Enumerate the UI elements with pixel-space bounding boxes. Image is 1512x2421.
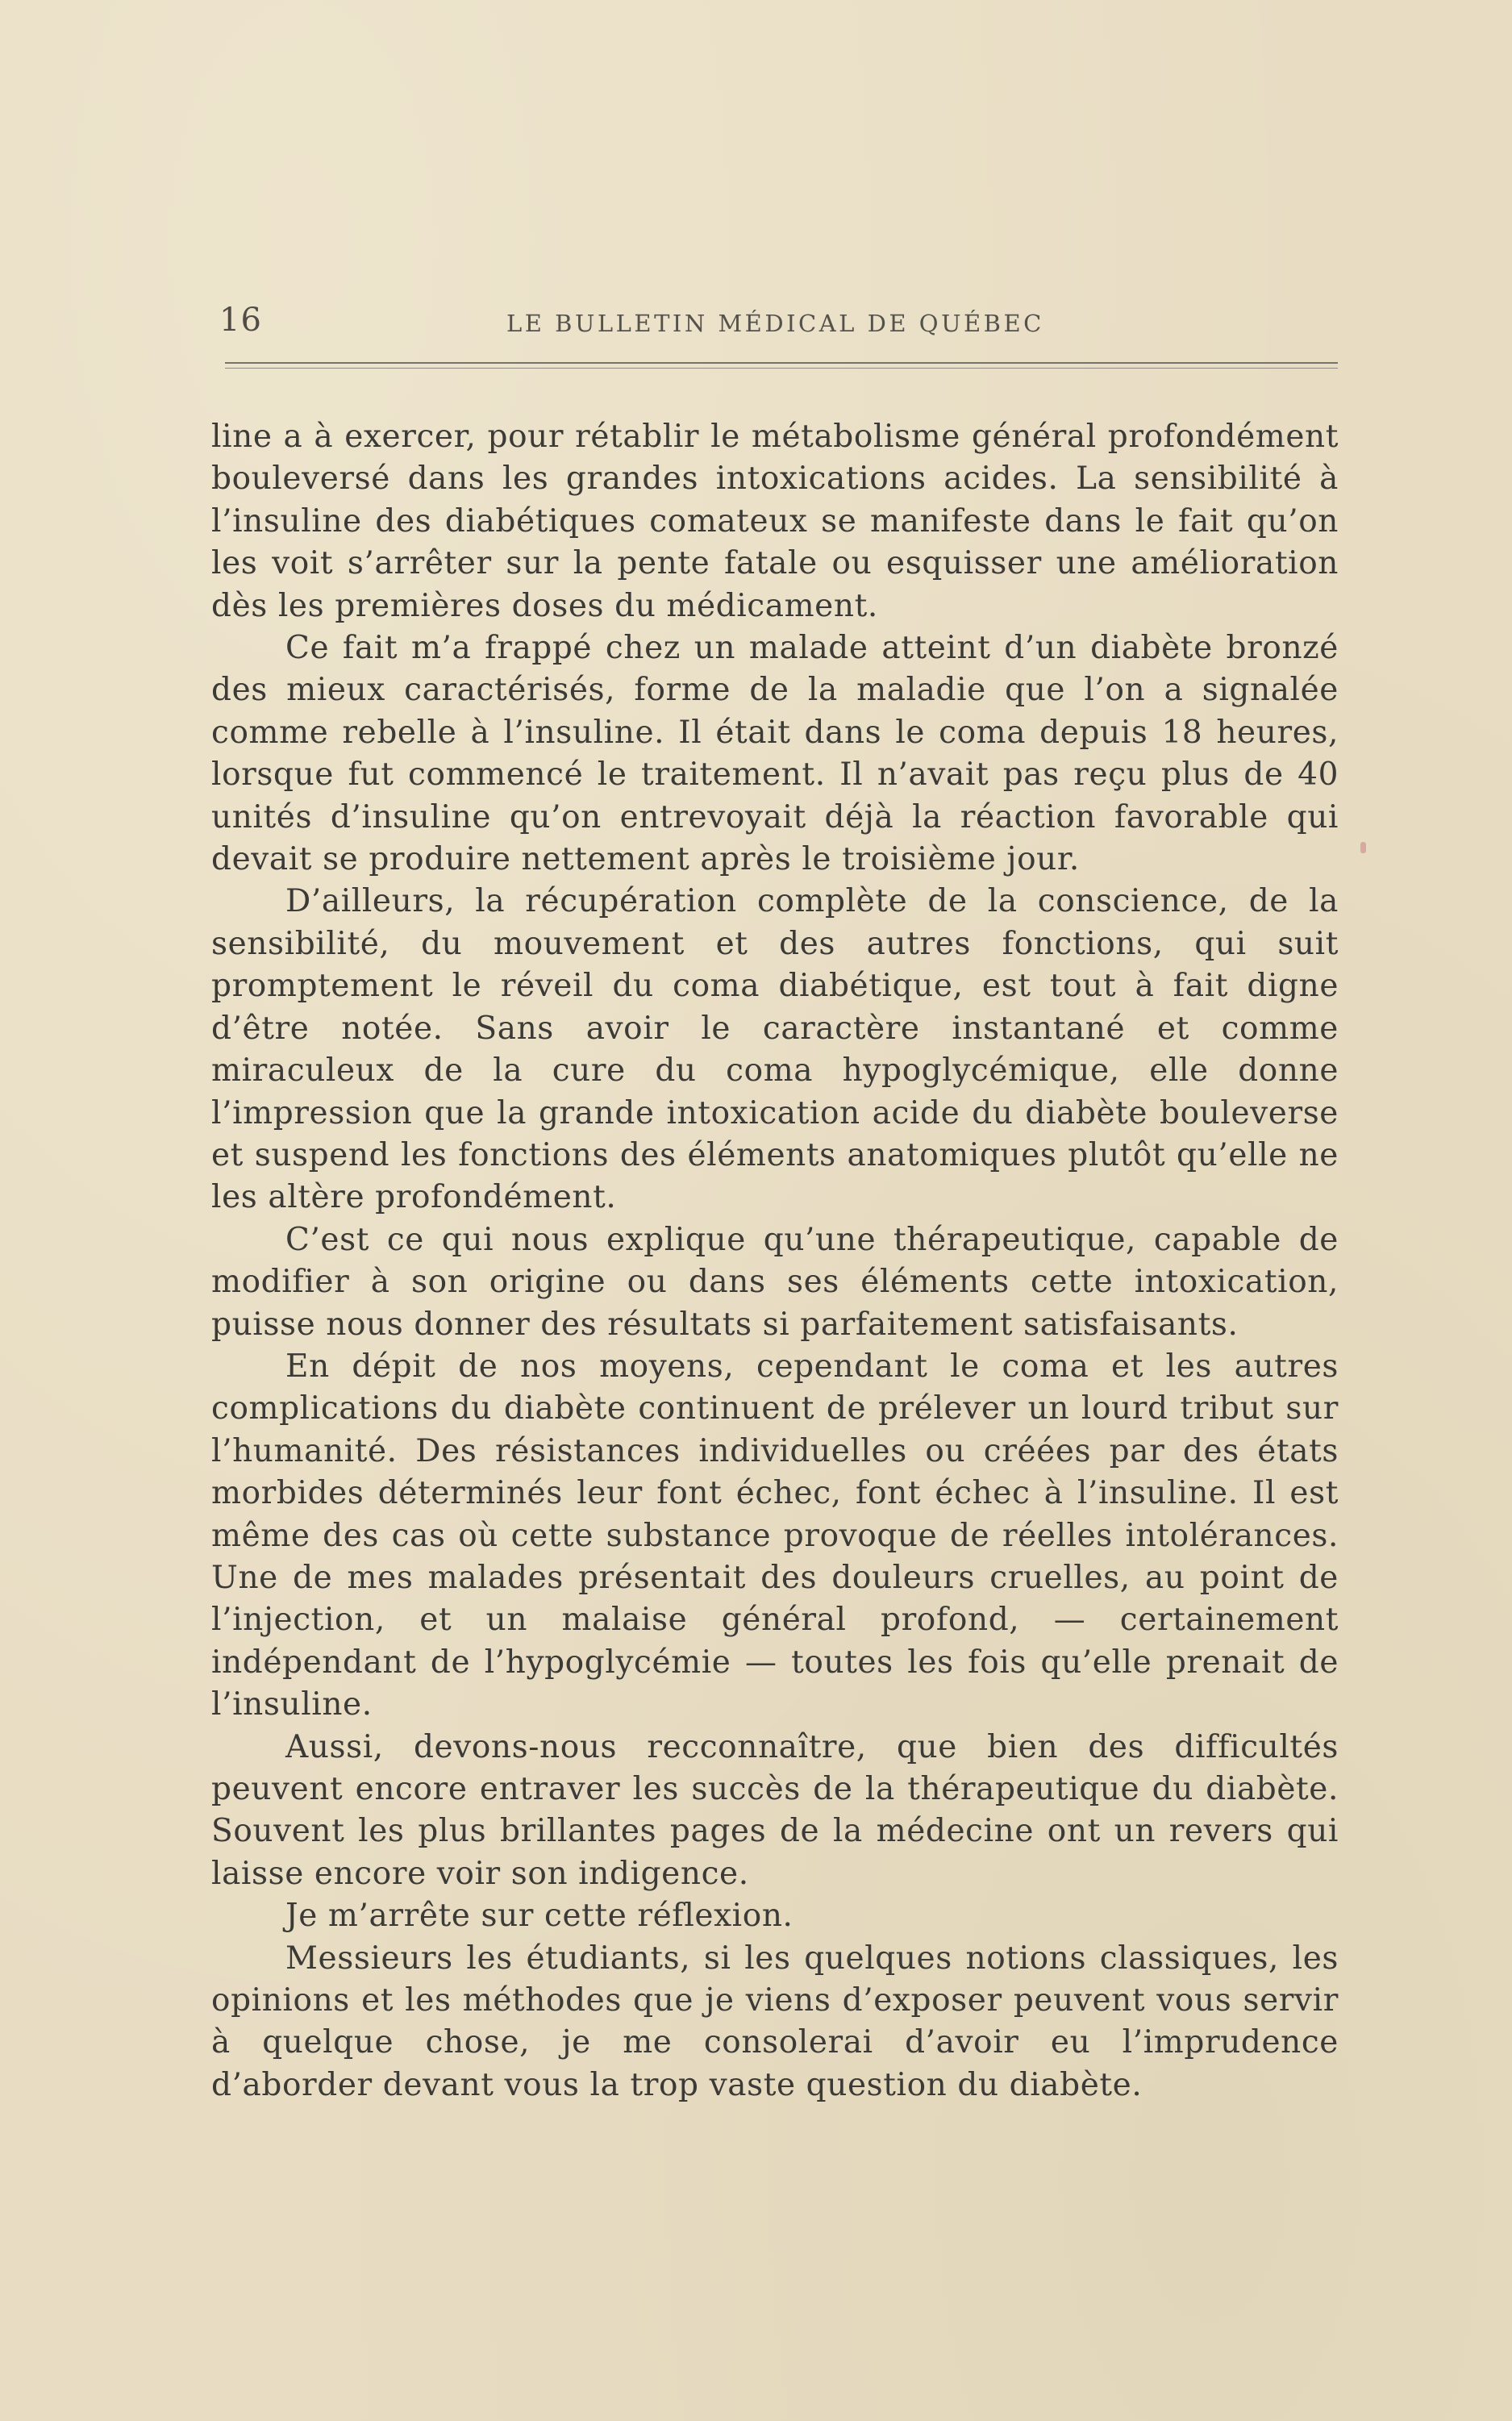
paragraph: Messieurs les étudiants, si les quelques notions classiques, les opinions et les méthodes que je viens d’exposer peuvent vous servir à quelque chose, je me consolerai d’avoir eu l’imprudence d’aborder devant vous la trop vaste question du diabète.: [211, 1940, 1339, 2103]
page-number: 16: [219, 302, 262, 339]
ink-speck: [1360, 842, 1366, 853]
running-title: LE BULLETIN MÉDICAL DE QUÉBEC: [506, 310, 1044, 337]
paragraph: Aussi, devons-nous recconnaître, que bien des difficultés peuvent encore entraver les succès de la thérapeutique du diabète. Souvent les plus brillantes pages de la médecine ont un revers qui laisse encore voir son indigence.: [211, 1728, 1339, 1892]
paragraph: line a à exercer, pour rétablir le métabolisme général profondément bouleversé dans les grandes intoxications acides. La sensibilité à l’insuline des diabétiques comateux se manifeste dans le fait qu’on les voit s’arrêter sur la pente fatale ou esquisser une amélioration dès les premières doses du médicament.: [211, 419, 1339, 624]
page-header: [219, 297, 1339, 345]
header-rule: [225, 362, 1338, 364]
paragraph: C’est ce qui nous explique qu’une thérapeutique, capable de modifier à son origine ou dans ses éléments cette intoxication, puisse nous donner des résultats si parfaitement satisfaisants.: [211, 1221, 1339, 1343]
paragraph: Ce fait m’a frappé chez un malade atteint d’un diabète bronzé des mieux caractérisés, forme de la maladie que l’on a signalée comme rebelle à l’insuline. Il était dans le coma depuis 18 heures, lorsque fut commencé le traitement. Il n’avait pas reçu plus de 40 unités d’insuline qu’on entrevoyait déjà la réaction favorable qui devait se produire nettement après le troisième jour.: [211, 630, 1339, 878]
header-rule-thin: [225, 368, 1338, 369]
paragraph: Je m’arrête sur cette réflexion.: [285, 1898, 793, 1935]
paragraph: En dépit de nos moyens, cependant le coma et les autres complications du diabète continuent de prélever un lourd tribut sur l’humanité. Des résistances individuelles ou créées par des états morbides déterminés leur font échec, font échec à l’insuline. Il est même des cas où cette substance provoque de réelles intolérances. Une de mes malades présentait des douleurs cruelles, au point de l’injection, et un malaise général profond, — certainement indépendant de l’hypoglycémie — toutes les fois qu’elle prenait de l’insuline.: [211, 1348, 1339, 1723]
paragraph: D’ailleurs, la récupération complète de la conscience, de la sensibilité, du mouvement et des autres fonctions, qui suit promptement le réveil du coma diabétique, est tout à fait digne d’être notée. Sans avoir le caractère instantané et comme miraculeux de la cure du coma hypoglycémique, elle donne l’impression que la grande intoxication acide du diabète bouleverse et suspend les fonctions des éléments anatomiques plutôt qu’elle ne les altère profondément.: [211, 883, 1339, 1216]
body-text: [211, 416, 1339, 2106]
